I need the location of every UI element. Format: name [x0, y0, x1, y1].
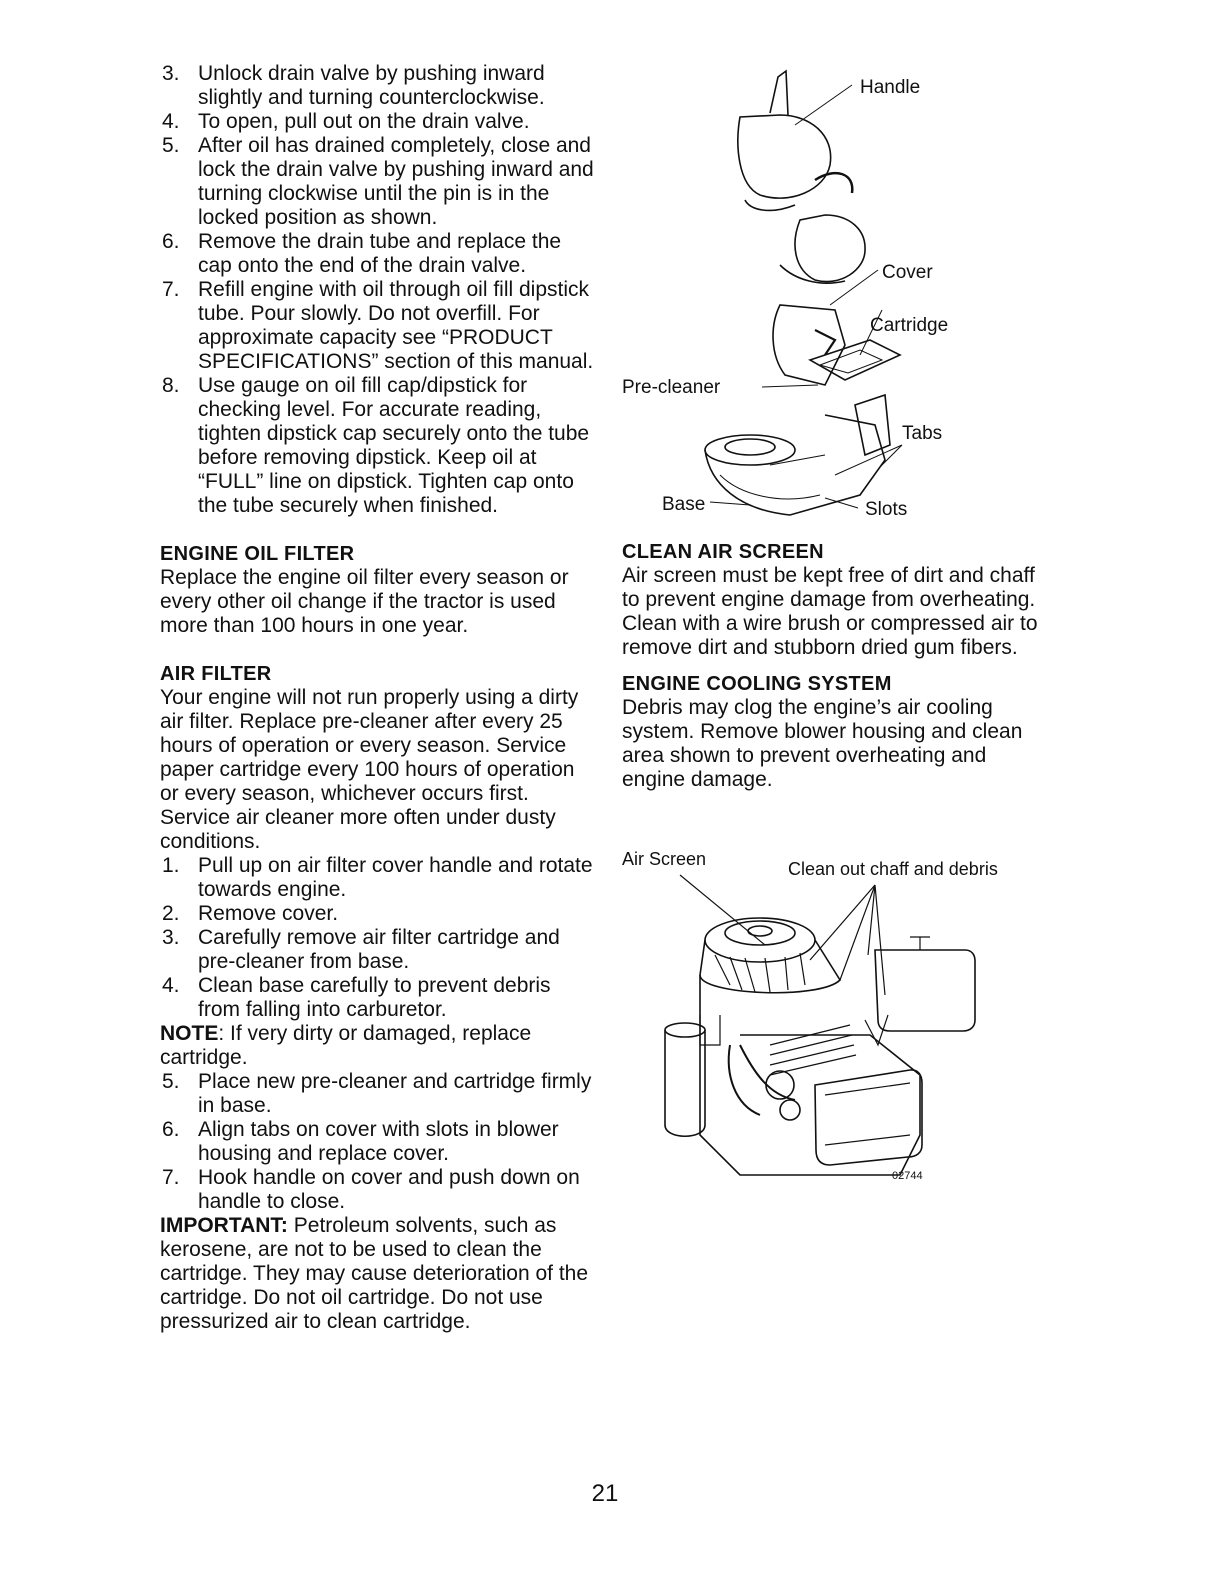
- engine-diagram: [620, 845, 1040, 1185]
- list-item: 7. Refill engine with oil through oil fill dipstick tube. Pour slowly. Do not overfill. For approximate capacity see “PRODUCT SPECIFICATIONS” section of this manual.: [162, 278, 594, 373]
- list-item: 3. Unlock drain valve by pushing inward slightly and turning counterclockwise.: [162, 62, 545, 109]
- label-slots: Slots: [865, 499, 908, 520]
- label-air-screen: Air Screen: [622, 849, 707, 869]
- air-filter-note: NOTE: If very dirty or damaged, replace cartridge.: [160, 1022, 532, 1069]
- label-base: Base: [662, 494, 706, 515]
- page-number: 21: [591, 1480, 619, 1507]
- list-item: 1. Pull up on air filter cover handle and rotate towards engine.: [162, 854, 593, 901]
- list-item: 5. Place new pre-cleaner and cartridge firmly in base.: [162, 1070, 592, 1117]
- air-filter-intro: Your engine will not run properly using a dirty air filter. Replace pre-cleaner after every 25 hours of operation or every season. Service paper cartridge every 100 hours of operation or every season, whichever occurs first.: [160, 686, 579, 805]
- cooling-body: Debris may clog the engine’s air cooling system. Remove blower housing and clean area shown to prevent overheating and engine damage.: [622, 696, 1023, 791]
- important-label: IMPORTANT:: [160, 1214, 288, 1237]
- right-column: [622, 540, 1042, 792]
- left-column: [160, 62, 595, 1334]
- clean-air-screen-heading: CLEAN AIR SCREEN: [622, 541, 824, 563]
- air-filter-heading: AIR FILTER: [160, 663, 272, 685]
- label-handle: Handle: [860, 77, 921, 98]
- list-item: 5. After oil has drained completely, close and lock the drain valve by pushing inward and turning clockwise until the pin is in the locked position as shown.: [162, 134, 594, 229]
- label-cover: Cover: [882, 262, 933, 283]
- air-filter-important: IMPORTANT: Petroleum solvents, such as kerosene, are not to be used to clean the cartridge. They may cause deterioration of the cartridge. Do not oil cartridge. Do not use pressurized air to clean cartridge.: [160, 1214, 589, 1333]
- list-item: 3. Carefully remove air filter cartridge and pre-cleaner from base.: [162, 926, 560, 973]
- air-filter-steps-b: [160, 1070, 595, 1214]
- list-item: 8. Use gauge on oil fill cap/dipstick for checking level. For accurate reading, tighten dipstick cap securely onto the tube before removing dipstick. Keep oil at “FULL” line on dipstick. Tighten cap onto the tube securely when finished.: [162, 374, 590, 517]
- air-filter-diagram: [620, 55, 980, 530]
- label-clean-out: Clean out chaff and debris: [788, 859, 998, 879]
- list-item: 2. Remove cover.: [162, 902, 339, 925]
- note-label: NOTE: [160, 1022, 219, 1045]
- list-item: 4. Clean base carefully to prevent debris from falling into carburetor.: [162, 974, 551, 1021]
- clean-air-screen-body: Air screen must be kept free of dirt and chaff to prevent engine damage from overheating. Clean with a wire brush or compressed air to remove dirt and stubborn dried gum fibers.: [622, 564, 1038, 659]
- cooling-heading: ENGINE COOLING SYSTEM: [622, 673, 892, 695]
- oil-filter-heading: ENGINE OIL FILTER: [160, 543, 355, 565]
- label-precleaner: Pre-cleaner: [622, 377, 721, 398]
- list-item: 6. Align tabs on cover with slots in blower housing and replace cover.: [162, 1118, 559, 1165]
- air-filter-steps-a: [160, 854, 595, 1022]
- oil-filter-body: Replace the engine oil filter every season or every other oil change if the tractor is used more than 100 hours in one year.: [160, 566, 569, 637]
- figure-code: 02744: [892, 1170, 923, 1182]
- oil-change-steps: [160, 62, 595, 518]
- label-tabs: Tabs: [902, 423, 943, 444]
- list-item: 4. To open, pull out on the drain valve.: [162, 110, 530, 133]
- air-filter-intro-2: Service air cleaner more often under dusty conditions.: [160, 806, 556, 853]
- list-item: 7. Hook handle on cover and push down on handle to close.: [162, 1166, 580, 1213]
- list-item: 6. Remove the drain tube and replace the cap onto the end of the drain valve.: [162, 230, 562, 277]
- label-cartridge: Cartridge: [870, 315, 949, 336]
